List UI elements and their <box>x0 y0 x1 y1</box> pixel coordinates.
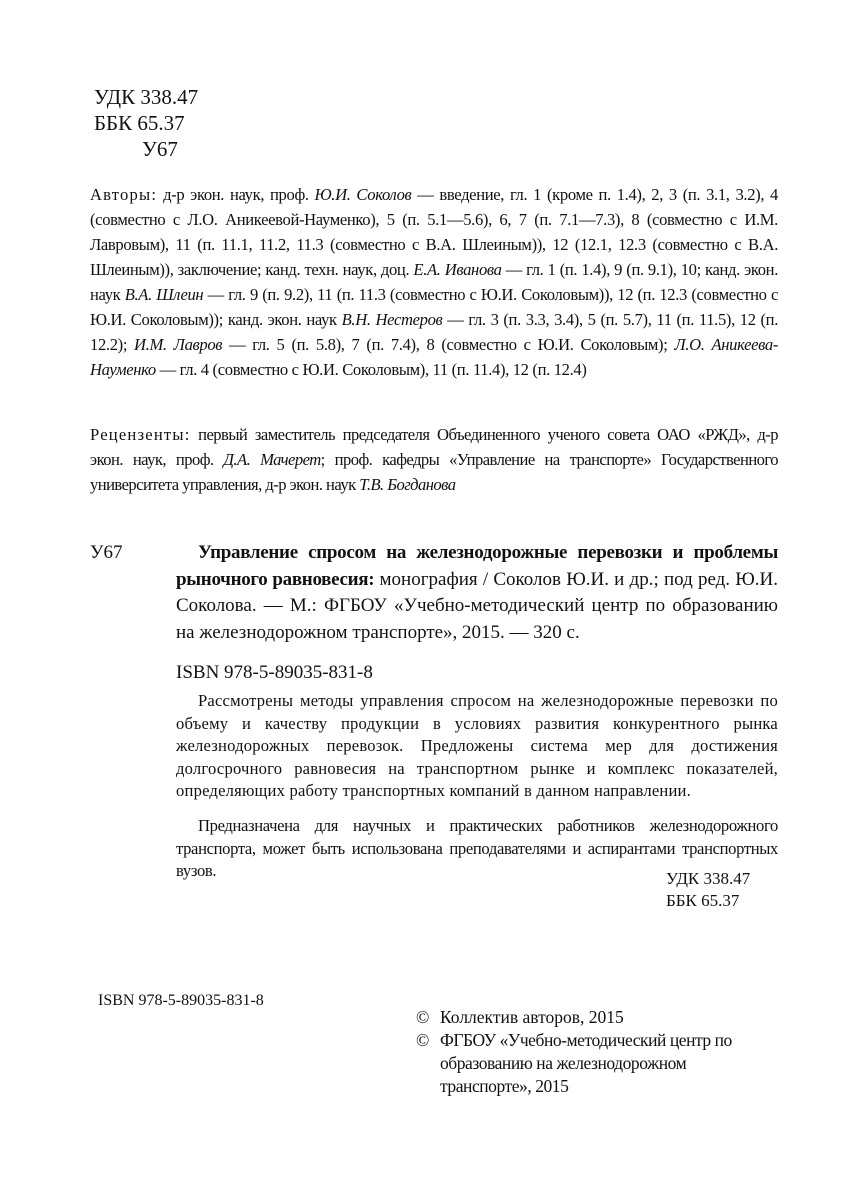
author-mark: У67 <box>142 137 178 161</box>
copyright-publisher <box>416 1029 796 1098</box>
copyright-block <box>416 1006 796 1098</box>
footer-udk-code: УДК 338.47 <box>666 869 751 888</box>
authors-paragraph <box>90 182 778 382</box>
person-name: В.Н. Нестеров <box>341 310 443 329</box>
person-name: Ю.И. Соколов <box>314 185 412 204</box>
reviewers-paragraph <box>90 422 778 497</box>
authors-label: Авторы: <box>90 185 158 204</box>
text-segment: — гл. 3 (п. 3.3, 3.4), 5 (п. 5.7), 11 (п. 11.5), 12 (п. 12.2); <box>90 310 779 354</box>
udk-code: УДК 338.47 <box>94 85 199 109</box>
bbk-code: ББК 65.37 <box>94 111 185 135</box>
text-segment: — гл. 4 (совместно с Ю.И. Соколовым), 11 (п. 11.4), 12 (п. 12.4) <box>155 360 587 379</box>
text-segment: — гл. 1 (п. 1.4), 9 (п. 9.1), 10; канд. экон. наук <box>90 260 778 304</box>
footer-bbk-code: ББК 65.37 <box>666 891 740 910</box>
copyright-publisher-text: ФГБОУ «Учебно-методический центр по образованию на железнодорожном транспорте», 2015 <box>440 1030 732 1096</box>
abstract-paragraph-1 <box>176 690 778 803</box>
entry-code: У67 <box>90 542 123 563</box>
reviewers-label: Рецензенты: <box>90 425 191 444</box>
classification-codes <box>94 84 198 162</box>
person-name: И.М. Лавров <box>134 335 223 354</box>
copyright-authors <box>416 1006 796 1029</box>
text-segment: д-р экон. наук, проф. <box>157 185 315 204</box>
footer-isbn: ISBN 978-5-89035-831-8 <box>98 992 264 1009</box>
authors-body <box>90 185 778 379</box>
text-segment: — введение, гл. 1 (кроме п. 1.4), 2, 3 (п. 3.1, 3.2), 4 (совместно с Л.О. Аникеевой-Науменко), 5 (п. 5.1—5.6), 6, 7 (п. 7.1—7.3), 8 (совместно с И.М. Лавровым), 11 (п. 11.1, 11.2, 11.3 (совместно с В.А. Шлеиным)), 12 (12.1, 12.3 (совместно с В.А. Шлеиным)), заключение; канд. техн. наук, доц. <box>90 185 778 279</box>
book-title: Управление спросом на железнодорожные перевозки и проблемы рыночного равновесия: <box>176 542 778 590</box>
copyright-icon: © <box>416 1030 430 1050</box>
entry-details: монография / Соколов Ю.И. и др.; под ред. Ю.И. Соколова. — М.: ФГБОУ «Учебно-методический центр по образованию на железнодорожном транспорте», 2015. — 320 с. <box>176 568 779 643</box>
footer-classification-codes <box>666 868 750 912</box>
copyright-authors-text: Коллектив авторов, 2015 <box>440 1007 624 1027</box>
entry-isbn: ISBN 978-5-89035-831-8 <box>176 662 373 683</box>
person-name: В.А. Шлеин <box>124 285 204 304</box>
abstract-text-2: Предназначена для научных и практических работников железнодорожного транспорта, может быть использована преподавателями и аспирантами транспортных вузов. <box>176 816 778 880</box>
person-name: Е.А. Иванова <box>413 260 502 279</box>
person-name: Т.В. Богданова <box>359 475 456 494</box>
text-segment: первый заместитель председателя Объединенного ученого совета ОАО «РЖД», д-р экон. наук, проф. <box>90 425 778 469</box>
person-name: Д.А. Мачерет <box>223 450 321 469</box>
text-segment: — гл. 9 (п. 9.2), 11 (п. 11.3 (совместно с Ю.И. Соколовым)), 12 (п. 12.3 (совместно с Ю.И. Соколовым)); канд. экон. наук <box>90 285 778 329</box>
copyright-icon: © <box>416 1007 430 1027</box>
text-segment: — гл. 5 (п. 5.8), 7 (п. 7.4), 8 (совместно с Ю.И. Соколовым); <box>222 335 675 354</box>
abstract-text-1: Рассмотрены методы управления спросом на железнодорожные перевозки по объему и качеству продукции в условиях развития конкурентного рынка железнодорожных перевозок. Предложены система мер для достижения долгосрочного равновесия на транспортном рынке и комплекс показателей, определяющих работу транспортных компаний в данном направлении. <box>176 691 778 800</box>
text-segment: ; проф. кафедры «Управление на транспорте» Государственного университета управления, д-р экон. наук <box>90 450 778 494</box>
bibliographic-entry <box>176 540 778 646</box>
reviewers-body <box>90 425 778 494</box>
person-name: Л.О. Аникеева-Науменко <box>90 335 778 379</box>
